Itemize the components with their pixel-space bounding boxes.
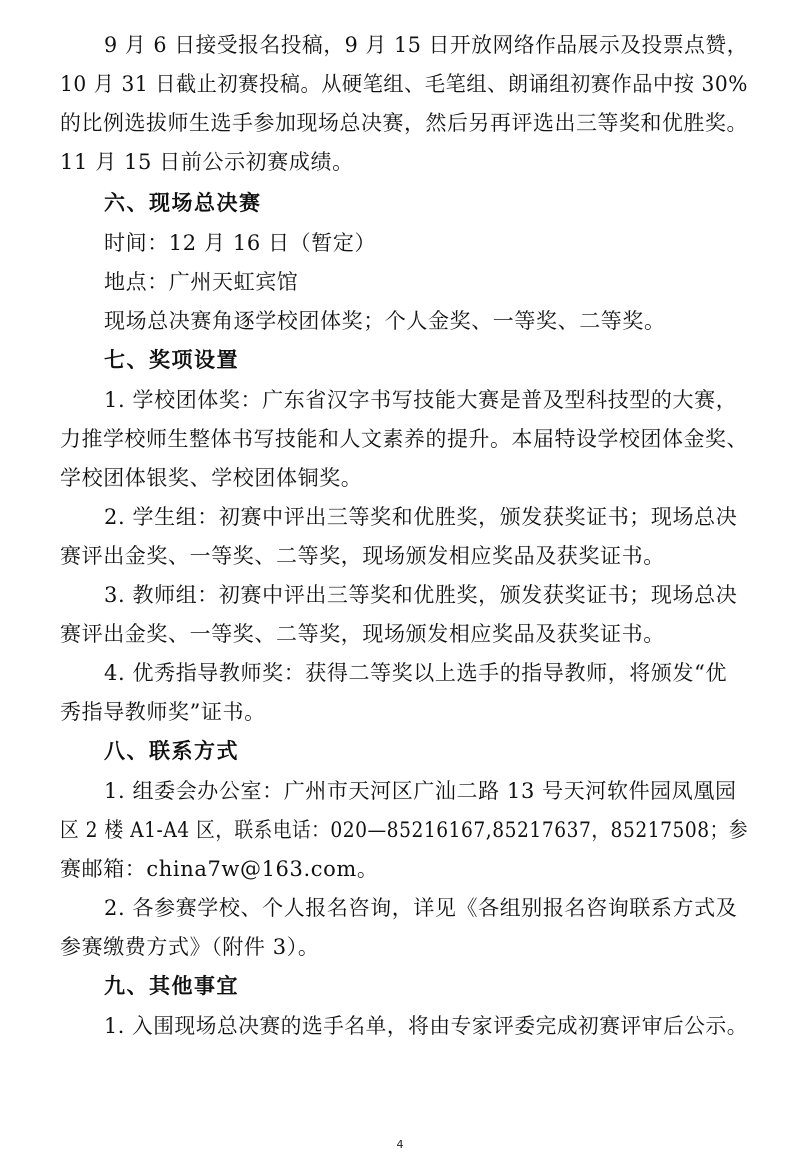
section-6-time: 时间：12 月 16 日（暂定） [104, 231, 377, 255]
section-7-item-1-line-2: 力推学校师生整体书写技能和人文素养的提升。本届特设学校团体金奖、 [60, 427, 749, 451]
section-9-item-1: 1. 入围现场总决赛的选手名单，将由专家评委完成初赛评审后公示。 [104, 1014, 748, 1038]
page-number: 4 [396, 1138, 404, 1151]
section-8-item-1-line-1: 1. 组委会办公室：广州市天河区广汕二路 13 号天河软件园凤凰园 [104, 779, 737, 803]
section-8-item-1-line-3: 赛邮箱：china7w@163.com。 [60, 857, 379, 881]
section-6-place: 地点：广州天虹宾馆 [104, 270, 299, 294]
section-8-heading: 八、联系方式 [104, 739, 239, 763]
intro-line-3: 的比例选拔师生选手参加现场总决赛，然后另再评选出三等奖和优胜奖。 [60, 111, 749, 135]
section-9-heading: 九、其他事宜 [104, 974, 239, 998]
intro-line-4: 11 月 15 日前公示初赛成绩。 [60, 150, 354, 174]
intro-line-1: 9 月 6 日接受报名投稿，9 月 15 日开放网络作品展示及投票点赞， [104, 33, 748, 57]
document-page [60, 0, 750, 1168]
section-6-awards: 现场总决赛角逐学校团体奖；个人金奖、一等奖、二等奖。 [104, 309, 666, 333]
intro-line-2: 10 月 31 日截止初赛投稿。从硬笔组、毛笔组、朗诵组初赛作品中按 30% [60, 72, 749, 96]
section-8-item-1-line-2: 区 2 楼 A1-A4 区，联系电话：020—85216167,85217637，85217508；参 [60, 818, 749, 842]
section-7-item-4-line-2: 秀指导教师奖”证书。 [60, 700, 266, 724]
section-8-item-2-line-1: 2. 各参赛学校、个人报名咨询，详见《各组别报名咨询联系方式及 [104, 896, 738, 920]
section-7-item-1-line-1: 1. 学校团体奖：广东省汉字书写技能大赛是普及型科技型的大赛， [104, 388, 738, 412]
section-7-item-2-line-2: 赛评出金奖、一等奖、二等奖，现场颁发相应奖品及获奖证书。 [60, 544, 665, 568]
section-8-item-2-line-2: 参赛缴费方式》（附件 3）。 [60, 935, 320, 959]
section-7-heading: 七、奖项设置 [104, 348, 239, 372]
section-7-item-4-line-1: 4. 优秀指导教师奖：获得二等奖以上选手的指导教师，将颁发“优 [104, 661, 728, 685]
section-7-item-3-line-2: 赛评出金奖、一等奖、二等奖，现场颁发相应奖品及获奖证书。 [60, 622, 665, 646]
section-6-heading: 六、现场总决赛 [104, 191, 262, 215]
section-7-item-1-line-3: 学校团体银奖、学校团体铜奖。 [60, 466, 363, 490]
section-7-item-2-line-1: 2. 学生组：初赛中评出三等奖和优胜奖，颁发获奖证书；现场总决 [104, 505, 738, 529]
section-7-item-3-line-1: 3. 教师组：初赛中评出三等奖和优胜奖，颁发获奖证书；现场总决 [104, 583, 738, 607]
